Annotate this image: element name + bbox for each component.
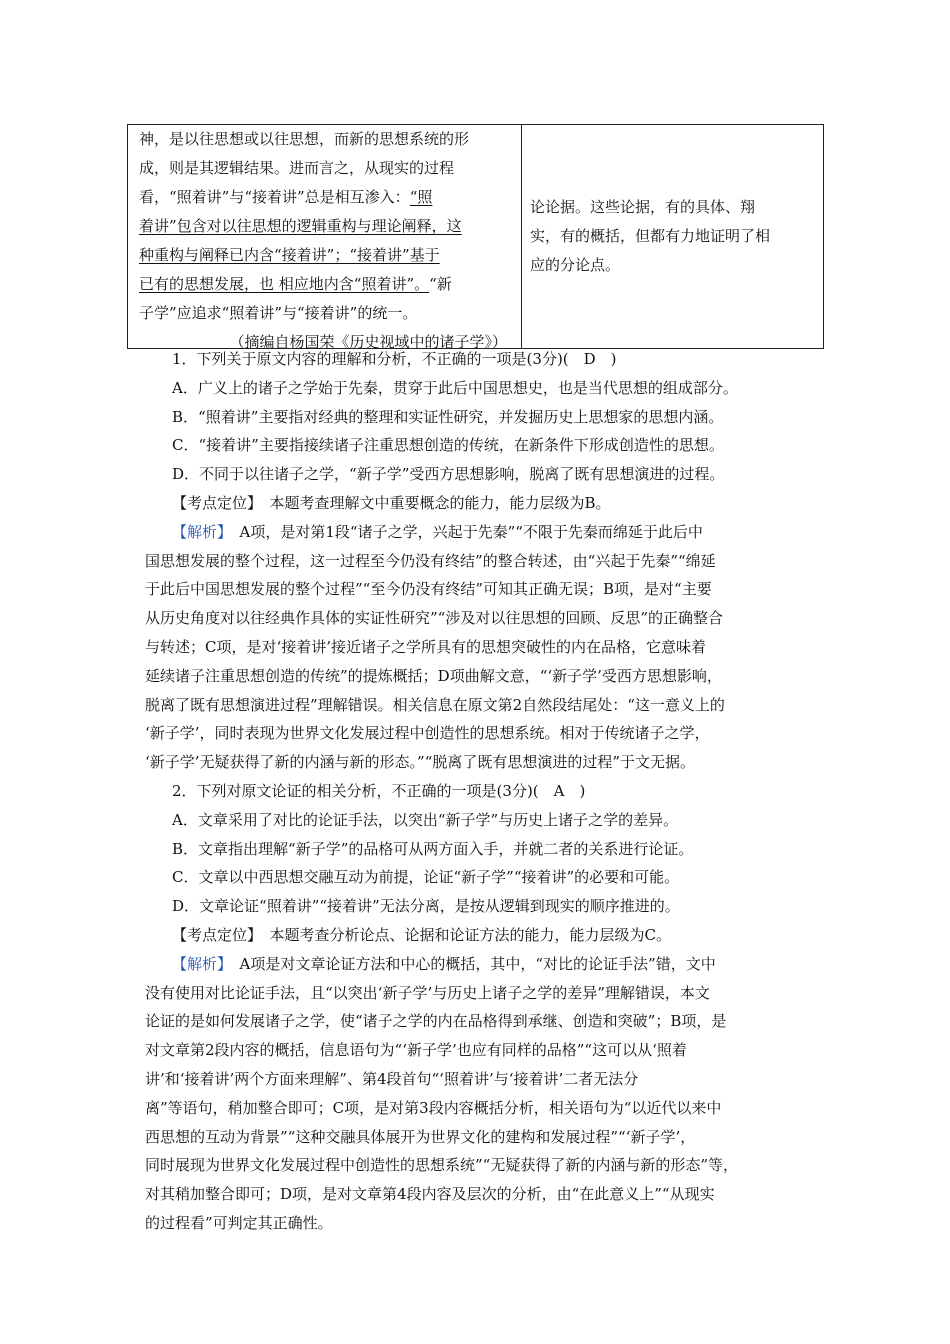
q2-option-b: B．文章指出理解“新子学”的品格可从两方面入手，并就二者的关系进行论证。 [172, 839, 694, 858]
excerpt-line: 成，则是其逻辑结果。进而言之，从现实的过程 [139, 159, 455, 177]
q2-jiexi-line: 没有使用对比论证手法，且“以突出‘新子学’与历史上诸子之学的差异”理解错误，本文 [145, 983, 710, 1002]
q1-option-b: B．“照着讲”主要指对经典的整理和实证性研究，并发掘历史上思想家的思想内涵。 [172, 407, 724, 426]
q1-jiexi-line: 从历史角度对以往经典作具体的实证性研究”“涉及对以往思想的回顾、反思”的正确整合 [145, 609, 724, 628]
q1-option-c: C．“接着讲”主要指接续诸子注重思想创造的传统，在新条件下形成创造性的思想。 [172, 436, 724, 455]
q2-jiexi: 【解析】 A项是对文章论证方法和中心的概括，其中，“对比的论证手法”错，文中 [172, 954, 716, 973]
note-line: 论论据。这些论据，有的具体、翔 [530, 198, 756, 216]
excerpt-table [127, 124, 824, 349]
q2-jiexi-line: 的过程看”可判定其正确性。 [145, 1213, 333, 1232]
kaodian-tag: 【考点定位】 [172, 493, 255, 512]
underlined-text: “照 [409, 188, 433, 206]
q1-jiexi-line: 脱离了既有思想演进过程”理解错误。相关信息在原文第2自然段结尾处：“这一意义上的 [145, 695, 725, 714]
q1-jiexi-line: ‘新子学’，同时表现为世界文化发展过程中创造性的思想系统。相对于传统诸子之学， [145, 724, 710, 743]
q2-jiexi-line: 讲’和‘接着讲’两个方面来理解”、第4段首句“‘照着讲’与‘接着讲’二者无法分 [145, 1069, 639, 1088]
q1-jiexi-line: 延续诸子注重思想创造的传统”的提炼概括；D项曲解文意，“‘新子学’受西方思想影响， [145, 666, 722, 685]
underlined-text: 着讲”包含对以往思想的逻辑重构与理论阐释，这 [139, 217, 462, 235]
excerpt-source: （摘编自杨国荣《历史视域中的诸子学》） [229, 333, 507, 351]
excerpt-line: 神，是以往思想或以往思想，而新的思想系统的形 [139, 130, 470, 148]
excerpt-text-cell [128, 125, 522, 351]
excerpt-line: 已有的思想发展，也 相应地内含“照着讲”。“新 [139, 275, 452, 293]
q2-kaodian: 【考点定位】 本题考查分析论点、论据和论证方法的能力，能力层级为C。 [172, 925, 672, 944]
q2-jiexi-line: 对其稍加整合即可；D项，是对文章第4段内容及层次的分析，由“在此意义上”“从现实 [145, 1185, 715, 1204]
q1-jiexi-line: ‘新子学’无疑获得了新的内涵与新的形态。”“脱离了既有思想演进的过程”于文无据。 [145, 753, 696, 772]
note-cell [522, 125, 823, 348]
excerpt-line: 看，“照着讲”与“接着讲”总是相互渗入：“照 [139, 188, 433, 206]
q2-jiexi-line: 同时展现为世界文化发展过程中创造性的思想系统”“无疑获得了新的内涵与新的形态”等， [145, 1156, 739, 1175]
q2-jiexi-line: 论证的是如何发展诸子之学，使“诸子之学的内在品格得到承继、创造和突破”；B项，是 [145, 1012, 727, 1031]
q1-jiexi-line: 于此后中国思想发展的整个过程”“至今仍没有终结”可知其正确无误；B项，是对“主要 [145, 580, 712, 599]
note-line: 实，有的概括，但都有力地证明了相 [530, 227, 771, 245]
question-1-stem: 1．下列关于原文内容的理解和分析，不正确的一项是(3分)( D ) [172, 350, 617, 368]
underlined-text: 种重构与阐释已内含“接着讲”；“接着讲”基于 [139, 246, 440, 264]
q2-option-d: D．文章论证“照着讲”“接着讲”无法分离，是按从逻辑到现实的顺序推进的。 [172, 897, 680, 916]
kaodian-tag: 【考点定位】 [172, 925, 255, 944]
questions [145, 345, 825, 1238]
q1-jiexi-line: 与转述；C项，是对‘接着讲’接近诸子之学所具有的思想突破性的内在品格，它意味着 [145, 637, 707, 656]
q1-option-d: D．不同于以往诸子之学，“新子学”受西方思想影响，脱离了既有思想演进的过程。 [172, 465, 725, 484]
jiexi-tag: 【解析】 [172, 522, 225, 541]
q2-jiexi-line: 对文章第2段内容的概括，信息语句为“‘新子学’也应有同样的品格”“这可以从‘照着 [145, 1041, 687, 1060]
q2-option-c: C．文章以中西思想交融互动为前提，论证“新子学”“接着讲”的必要和可能。 [172, 868, 680, 887]
excerpt-line [139, 241, 511, 270]
q2-jiexi-line: 离”等语句，稍加整合即可；C项，是对第3段内容概括分析，相关语句为“以近代以来中 [145, 1098, 722, 1117]
q2-option-a: A．文章采用了对比的论证手法，以突出“新子学”与历史上诸子之学的差异。 [172, 810, 679, 829]
q1-jiexi-line: 国思想发展的整个过程，这一过程至今仍没有终结”的整合转述，由“兴起于先秦”“绵延 [145, 551, 716, 570]
question-2-stem: 2．下列对原文论证的相关分析，不正确的一项是(3分)( A ) [172, 781, 586, 800]
note-line: 应的分论点。 [530, 256, 621, 274]
jiexi-tag: 【解析】 [172, 954, 225, 973]
q1-option-a: A．广义上的诸子之学始于先秦，贯穿于此后中国思想史，也是当代思想的组成部分。 [172, 378, 738, 397]
q1-jiexi: 【解析】 A项，是对第1段“诸子之学，兴起于先秦”“不限于先秦而绵延于此后中 [172, 522, 703, 541]
underlined-text: 已有的思想发展，也 相应地内含“照着讲”。 [139, 275, 430, 293]
q2-jiexi-line: 西思想的互动为背景”“这种交融具体展开为世界文化的建构和发展过程”“‘新子学’， [145, 1127, 696, 1146]
q1-kaodian: 【考点定位】 本题考查理解文中重要概念的能力，能力层级为B。 [172, 493, 611, 512]
excerpt-line: 子学”应追求“照着讲”与“接着讲”的统一。 [139, 304, 418, 322]
excerpt-line [139, 212, 511, 241]
